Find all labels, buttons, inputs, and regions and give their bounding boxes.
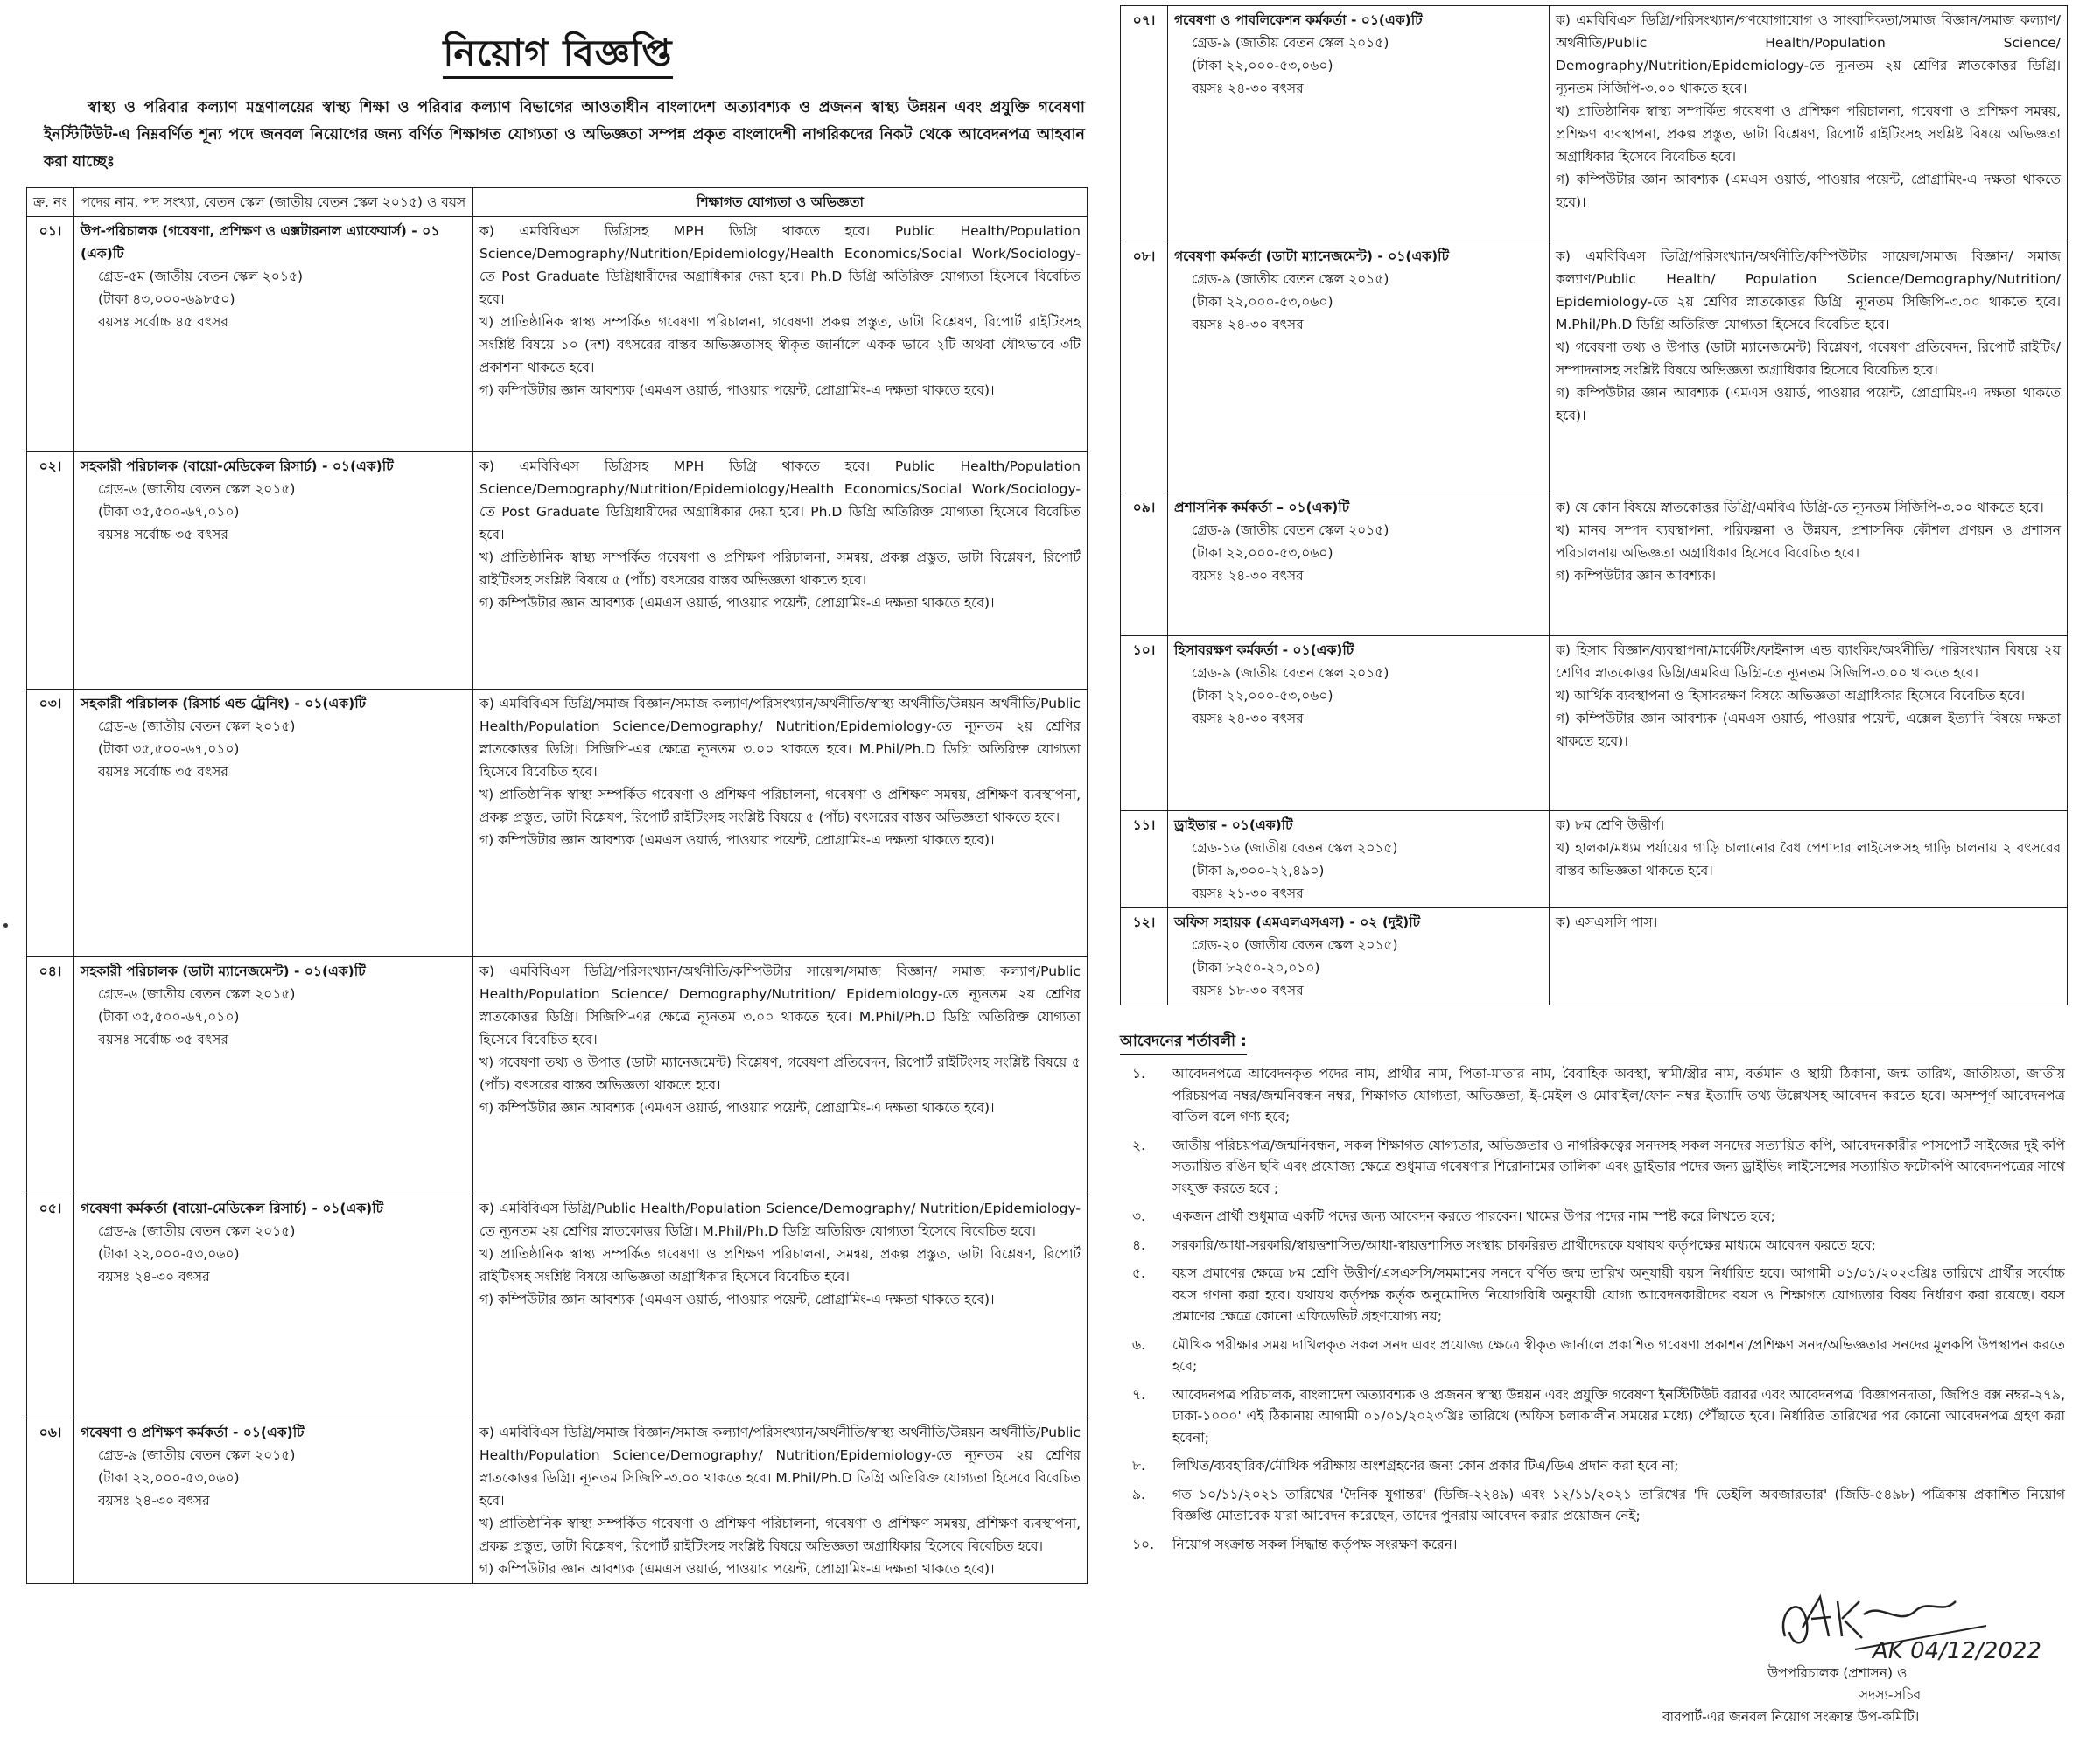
condition-text: আবেদনপত্র পরিচালক, বাংলাদেশ অত্যাবশ্যক ও প্রজনন স্বাস্থ্য উন্নয়ন এবং প্রযুক্তি গবেষণা ইনস্টিটিউট বরাবর এবং আবেদনপত্র 'বিজ্ঞাপনদাতা, জিপিও বক্স নম্বর-২৭৯, ঢাকা-১০০০' এই ঠিকানায় আগামী ০১/০১/২০২৩খ্রিঃ তারিখে (অফিস চলাকালীন সময়ের মধ্যে) পৌঁছাতে হবে। নির্ধারিত তারিখের পর কোনো আবেদনপত্র গ্রহণ করা হবেনা; <box>1172 1386 2065 1446</box>
row-serial: ০৯। <box>1121 494 1168 636</box>
qualification-cell <box>473 217 1088 452</box>
condition-text: একজন প্রার্থী শুধুমাত্র একটি পদের জন্য আবেদন করতে পারবেন। খামের উপর পদের নাম স্পষ্ট করে লিখতে হবে; <box>1172 1208 1775 1224</box>
table-row <box>27 217 1088 452</box>
position-title: গবেষণা কর্মকর্তা (ডাটা ম্যানেজমেন্ট) - ০১(এক)টি <box>1174 248 1450 264</box>
condition-number: ৪. <box>1132 1236 1145 1253</box>
qualification-item: খ) গবেষণা তথ্য ও উপাত্ত (ডাটা ম্যানেজমেন্ট) বিশ্লেষণ, গবেষণা প্রতিবেদন, রিপোর্ট রাইটিংসহ সংশ্লিষ্ট বিষয়ে ৫ (পাঁচ) বৎসরের বাস্তব অভিজ্ঞতা থাকতে হবে। <box>480 1054 1081 1093</box>
qualification-item: ক) এমবিবিএস ডিগ্রিসহ MPH ডিগ্রি থাকতে হবে। Public Health/Population Science/Demography/Nutrition/Epidemiology/Health Economics/Social Work/Sociology-তে Post Graduate ডিগ্রিধারীদের অগ্রাধিকার দেয়া হবে। Ph.D ডিগ্রি অতিরিক্ত যোগ্যতা হিসেবে বিবেচিত হবে। <box>480 223 1081 307</box>
row-serial: ০৮। <box>1121 242 1168 494</box>
position-cell <box>1168 636 1550 811</box>
position-title: অফিস সহায়ক (এমএলএসএস) - ০২ (দুই)টি <box>1174 914 1421 930</box>
table-row <box>27 690 1088 957</box>
position-cell <box>74 690 473 957</box>
intro-paragraph: স্বাস্থ্য ও পরিবার কল্যাণ মন্ত্রণালয়ের স্বাস্থ্য শিক্ষা ও পরিবার কল্যাণ বিভাগের আওতাধীন বাংলাদেশ অত্যাবশ্যক ও প্রজনন স্বাস্থ্য উন্নয়ন এবং প্রযুক্তি গবেষণা ইনস্টিটিউট-এ নিম্নবর্ণিত শূন্য পদে জনবল নিয়োগের জন্য বর্ণিত শিক্ষাগত যোগ্যতা ও অভিজ্ঞতা সম্পন্ন প্রকৃত বাংলাদেশী নাগরিকদের নিকট থেকে আবেদনপত্র আহবান করা যাচ্ছেঃ <box>44 99 1085 171</box>
qualification-item: ক) এমবিবিএস ডিগ্রি/পরিসংখ্যান/অর্থনীতি/কম্পিউটার সায়েন্স/সমাজ বিজ্ঞান/ সমাজ কল্যাণ/Public Health/Population Science/ Demography/Nutrition/ Epidemiology-তে ন্যূনতম ২য় শ্রেণির স্নাতকোত্তর ডিগ্রি। সিজিপি-এর ক্ষেত্রে ন্যূনতম ৩.০০ থাকতে হবে। M.Phil/Ph.D ডিগ্রি অতিরিক্ত যোগ্যতা হিসেবে বিবেচিত হবে। <box>480 963 1081 1047</box>
position-grade: গ্রেড-৯ (জাতীয় বেতন স্কেল ২০১৫) <box>1192 665 1390 681</box>
position-grade: গ্রেড-৯ (জাতীয় বেতন স্কেল ২০১৫) <box>1192 271 1390 287</box>
qualification-cell <box>473 452 1088 690</box>
position-age-limit: বয়সঃ সর্বোচ্চ ৩৫ বৎসর <box>98 764 228 780</box>
qualification-item: গ) কম্পিউটার জ্ঞান আবশ্যক (এমএস ওয়ার্ড, পাওয়ার পয়েন্ট, প্রোগ্রামিং-এ দক্ষতা থাকতে হবে)। <box>1556 172 2061 210</box>
position-title: গবেষণা ও পাবলিকেশন কর্মকর্তা - ০১(এক)টি <box>1174 12 1423 28</box>
signatory-line-3: বারপার্ট-এর জনবল নিয়োগ সংক্রান্ত উপ-কমিটি। <box>1662 1709 1920 1725</box>
qualification-item: গ) কম্পিউটার জ্ঞান আবশ্যক (এমএস ওয়ার্ড, পাওয়ার পয়েন্ট, প্রোগ্রামিং-এ দক্ষতা থাকতে হবে)। <box>480 1561 995 1577</box>
position-pay-scale: (টাকা ৪৩,০০০-৬৯৮৫০) <box>98 291 235 307</box>
qualification-item: খ) প্রাতিষ্ঠানিক স্বাস্থ্য সম্পর্কিত গবেষণা ও প্রশিক্ষণ পরিচালনা, গবেষণা ও প্রশিক্ষণ সমন্বয়, প্রশিক্ষণ ব্যবস্থাপনা, প্রকল্প প্রস্তুত, ডাটা বিশ্লেষণ, রিপোর্ট রাইটিংসহ সংশ্লিষ্ট বিষয়ে অভিজ্ঞতা অগ্রাধিকার হিসেবে বিবেচিত হবে। <box>480 1516 1081 1554</box>
qualification-item: খ) আর্থিক ব্যবস্থাপনা ও হিসাবরক্ষণ বিষয়ে অভিজ্ঞতা অগ্রাধিকার হিসেবে বিবেচিত হবে। <box>1556 688 2026 704</box>
position-pay-scale: (টাকা ২২,০০০-৫৩,০৬০) <box>1192 688 1334 704</box>
position-cell <box>1168 242 1550 494</box>
table-row <box>27 452 1088 690</box>
qualification-item: গ) কম্পিউটার জ্ঞান আবশ্যক (এমএস ওয়ার্ড, পাওয়ার পয়েন্ট, প্রোগ্রামিং-এ দক্ষতা থাকতে হবে)। <box>480 1100 995 1116</box>
condition-number: ১০. <box>1132 1536 1155 1552</box>
condition-text: নিয়োগ সংক্রান্ত সকল সিদ্ধান্ত কর্তৃপক্ষ সংরক্ষণ করেন। <box>1172 1536 1458 1552</box>
condition-text: মৌখিক পরীক্ষার সময় দাখিলকৃত সকল সনদ এবং প্রযোজ্য ক্ষেত্রে স্বীকৃত জার্নালে প্রকাশিত গবেষণা প্রকাশনা/প্রশিক্ষণ সনদ/অভিজ্ঞতার সনদের মূলকপি উপস্থাপন করতে হবে; <box>1172 1336 2065 1374</box>
position-grade: গ্রেড-৯ (জাতীয় বেতন স্কেল ২০১৫) <box>1192 522 1390 538</box>
qualification-item: ক) এমবিবিএস ডিগ্রি/পরিসংখ্যান/অর্থনীতি/কম্পিউটার সায়েন্স/সমাজ বিজ্ঞান/ সমাজ কল্যাণ/Public Health/ Population Science/Demography/Nutrition/ Epidemiology-তে ২য় শ্রেণির স্নাতকোত্তর ডিগ্রি। ন্যূনতম সিজিপি-৩.০০ থাকতে হবে। M.Phil/Ph.D ডিগ্রি অতিরিক্ত যোগ্যতা হিসেবে বিবেচিত হবে। <box>1556 248 2061 332</box>
position-cell <box>1168 908 1550 1005</box>
positions-table-left <box>26 187 1088 1584</box>
position-age-limit: বয়সঃ ২৪-৩০ বৎসর <box>98 1493 210 1508</box>
position-title: গবেষণা কর্মকর্তা (বায়ো-মেডিকেল রিসার্চ) - ০১(এক)টি <box>80 1200 384 1216</box>
qualification-item: ক) ৮ম শ্রেণি উত্তীর্ণ। <box>1556 817 1665 833</box>
condition-number: ১. <box>1132 1066 1145 1082</box>
table-row <box>1121 6 2068 242</box>
qualification-cell <box>1550 636 2068 811</box>
position-age-limit: বয়সঃ ২৪-৩০ বৎসর <box>1192 80 1304 96</box>
position-age-limit: বয়সঃ ২৪-৩০ বৎসর <box>1192 317 1304 332</box>
signature-date: AK 04/12/2022 <box>1872 1638 2041 1664</box>
conditions-list <box>1120 1063 2065 1562</box>
qualification-item: গ) কম্পিউটার জ্ঞান আবশ্যক (এমএস ওয়ার্ড, পাওয়ার পয়েন্ট, প্রোগ্রামিং-এ দক্ষতা থাকতে হবে)। <box>1556 385 2061 424</box>
position-grade: গ্রেড-২০ (জাতীয় বেতন স্কেল ২০১৫) <box>1192 937 1398 953</box>
position-cell <box>1168 811 1550 908</box>
qualification-item: ক) এমবিবিএস ডিগ্রি/সমাজ বিজ্ঞান/সমাজ কল্যাণ/পরিসংখ্যান/অর্থনীতি/স্বাস্থ্য অর্থনীতি/উন্নয়ন অর্থনীতি/Public Health/Population Science/Demography/ Nutrition/Epidemiology-তে ন্যূনতম ২য় শ্রেণির স্নাতকোত্তর ডিগ্রি। সিজিপি-এর ক্ষেত্রে ন্যূনতম ৩.০০ থাকতে হবে। M.Phil/Ph.D ডিগ্রি অতিরিক্ত যোগ্যতা হিসেবে বিবেচিত হবে। <box>480 696 1081 780</box>
position-pay-scale: (টাকা ৩৫,৫০০-৬৭,০১০) <box>98 504 240 520</box>
qualification-cell <box>473 1194 1088 1418</box>
scan-speck <box>4 923 8 928</box>
qualification-cell <box>1550 811 2068 908</box>
page-title: নিয়োগ বিজ্ঞপ্তি <box>26 24 1089 87</box>
condition-item <box>1120 1206 2065 1228</box>
qualification-item: গ) কম্পিউটার জ্ঞান আবশ্যক। <box>1556 568 1717 584</box>
condition-item <box>1120 1534 2065 1556</box>
position-grade: গ্রেড-৬ (জাতীয় বেতন স্কেল ২০১৫) <box>98 718 296 734</box>
table-row <box>27 1194 1088 1418</box>
position-age-limit: বয়সঃ ২৪-৩০ বৎসর <box>1192 710 1304 726</box>
qualification-cell <box>473 1418 1088 1584</box>
table-row <box>1121 636 2068 811</box>
qualification-item: ক) এমবিবিএস ডিগ্রি/পরিসংখ্যান/গণযোগাযোগ ও সাংবাদিকতা/সমাজ বিজ্ঞান/সমাজ কল্যাণ/অর্থনীতি/Public Health/Population Science/ Demography/Nutrition/Epidemiology-তে ন্যূনতম ২য় শ্রেণির স্নাতকোত্তর ডিগ্রি। ন্যূনতম সিজিপি-৩.০০ থাকতে হবে। <box>1556 12 2061 96</box>
condition-text: বয়স প্রমাণের ক্ষেত্রে ৮ম শ্রেণি উত্তীর্ণ/এসএসসি/সমমানের সনদে বর্ণিত জন্ম তারিখ অনুযায়ী বয়স নির্ধারিত হবে। আগামী ০১/০১/২০২৩খ্রিঃ তারিখে প্রার্থীর সর্বোচ্চ বয়স গণনা করা হবে। যথাযথ কর্তৃপক্ষ কর্তৃক অনুমোদিত নিয়োগবিধি অনুযায়ী যোগ্য আবেদনকারীদের বয়স ও শিক্ষাগত যোগ্যতার বিষয় নির্ধারণ করা রয়েছে। বয়স প্রমাণের ক্ষেত্রে কোনো এফিডেভিট গ্রহণযোগ্য নয়; <box>1172 1265 2065 1324</box>
position-pay-scale: (টাকা ২২,০০০-৫৩,০৬০) <box>98 1246 240 1262</box>
row-serial: ১২। <box>1121 908 1168 1005</box>
position-age-limit: বয়সঃ সর্বোচ্চ ৩৫ বৎসর <box>98 1032 228 1047</box>
position-cell <box>74 217 473 452</box>
condition-item <box>1120 1263 2065 1327</box>
position-pay-scale: (টাকা ৮২৫০-২০,০১০) <box>1192 960 1320 976</box>
position-age-limit: বয়সঃ ১৮-৩০ বৎসর <box>1192 983 1304 998</box>
condition-text: লিখিত/ব্যবহারিক/মৌখিক পরীক্ষায় অংশগ্রহণের জন্য কোন প্রকার টিএ/ডিএ প্রদান করা হবে না; <box>1172 1458 1679 1474</box>
qualification-cell <box>1550 6 2068 242</box>
position-title: ড্রাইভার - ০১(এক)টি <box>1174 817 1293 833</box>
qualification-item: গ) কম্পিউটার জ্ঞান আবশ্যক (এমএস ওয়ার্ড, পাওয়ার পয়েন্ট, এক্সেল ইত্যাদি বিষয়ে দক্ষতা থাকতে হবে)। <box>1556 710 2061 749</box>
position-age-limit: বয়সঃ ২৪-৩০ বৎসর <box>98 1269 210 1284</box>
qualification-item: ক) হিসাব বিজ্ঞান/ব্যবস্থাপনা/মার্কেটিং/ফাইনান্স এন্ড ব্যাংকিং/অর্থনীতি/ পরিসংখ্যান বিষয়ে ২য় শ্রেণির স্নাতকোত্তর ডিগ্রি/এমবিএ ডিগ্রি-তে ন্যূনতম সিজিপি-৩.০০ থাকতে হবে। <box>1556 642 2061 681</box>
position-pay-scale: (টাকা ২২,০০০-৫৩,০৬০) <box>1192 58 1334 74</box>
table-row <box>27 1418 1088 1584</box>
qualification-item: খ) মানব সম্পদ ব্যবস্থাপনা, পরিকল্পনা ও উন্নয়ন, প্রশাসনিক কৌশল প্রণয়ন ও প্রশাসন পরিচালনায় অভিজ্ঞতা অগ্রাধিকার হিসেবে বিবেচিত হবে। <box>1556 522 2061 561</box>
qualification-item: গ) কম্পিউটার জ্ঞান আবশ্যক (এমএস ওয়ার্ড, পাওয়ার পয়েন্ট, প্রোগ্রামিং-এ দক্ষতা থাকতে হবে)। <box>480 382 995 398</box>
qualification-item: ক) এমবিবিএস ডিগ্রিসহ MPH ডিগ্রি থাকতে হবে। Public Health/Population Science/Demography/Nutrition/Epidemiology/Health Economics/Social Work/Sociology-তে Post Graduate ডিগ্রিধারীদের অগ্রাধিকার দেয়া হবে। Ph.D ডিগ্রি অতিরিক্ত যোগ্যতা হিসেবে বিবেচিত হবে। <box>480 458 1081 542</box>
qualification-item: খ) হালকা/মধ্যম পর্যায়ের গাড়ি চালানোর বৈধ পেশাদার লাইসেন্সসহ গাড়ি চালনায় ২ বৎসরের বাস্তব অভিজ্ঞতা থাকতে হবে। <box>1556 840 2061 878</box>
row-serial: ০১। <box>27 217 74 452</box>
position-title: গবেষণা ও প্রশিক্ষণ কর্মকর্তা - ০১(এক)টি <box>80 1424 304 1440</box>
position-cell <box>74 452 473 690</box>
condition-item <box>1120 1135 2065 1200</box>
row-serial: ১০। <box>1121 636 1168 811</box>
qualification-cell <box>1550 494 2068 636</box>
table-header-row <box>27 188 1088 217</box>
signature <box>1768 1575 2065 1662</box>
conditions-heading: আবেদনের শর্তাবলী : <box>1120 1030 1247 1055</box>
row-serial: ০২। <box>27 452 74 690</box>
condition-item <box>1120 1063 2065 1128</box>
qualification-item: খ) প্রাতিষ্ঠানিক স্বাস্থ্য সম্পর্কিত গবেষণা পরিচালনা, গবেষণা প্রকল্প প্রস্তুত, ডাটা বিশ্লেষণ, রিপোর্ট রাইটিংসহ সংশ্লিষ্ট বিষয়ে ১০ (দশ) বৎসরের বাস্তব অভিজ্ঞতাসহ স্বীকৃত জার্নালে একক ভাবে ২টি অথবা যৌথভাবে ৩টি প্রকাশনা থাকতে হবে। <box>480 314 1081 375</box>
position-grade: গ্রেড-৯ (জাতীয় বেতন স্কেল ২০১৫) <box>98 1223 296 1239</box>
row-serial: ০৬। <box>27 1418 74 1584</box>
table-row <box>1121 494 2068 636</box>
signatory-line-1: উপপরিচালক (প্রশাসন) ও <box>1768 1665 1908 1681</box>
qualification-cell <box>1550 242 2068 494</box>
qualification-cell <box>473 690 1088 957</box>
condition-item <box>1120 1334 2065 1377</box>
row-serial: ০৫। <box>27 1194 74 1418</box>
qualification-item: খ) গবেষণা তথ্য ও উপাত্ত (ডাটা ম্যানেজমেন্ট) বিশ্লেষণ, গবেষণা প্রতিবেদন, রিপোর্ট রাইটিং/সম্পাদনাসহ সংশ্লিষ্ট বিষয়ে অভিজ্ঞতা অগ্রাধিকার হিসেবে বিবেচিত হবে। <box>1556 340 2061 378</box>
table-row <box>1121 811 2068 908</box>
condition-text: আবেদনপত্রে আবেদনকৃত পদের নাম, প্রার্থীর নাম, পিতা-মাতার নাম, বৈবাহিক অবস্থা, স্বামী/স্ত্রীর নাম, বর্তমান ও স্থায়ী ঠিকানা, জন্ম তারিখ, জাতীয়তা, জাতীয় পরিচয়পত্র নম্বর/জন্মনিবন্ধন নম্বর, শিক্ষাগত যোগ্যতা, অভিজ্ঞতা, ই-মেইল ও মোবাইল/ফোন নম্বর ইত্যাদি তথ্য উল্লেখসহ আবেদন করতে হবে। অসম্পূর্ণ আবেদনপত্র বাতিল বলে গণ্য হবে; <box>1172 1066 2065 1124</box>
condition-number: ৩. <box>1132 1208 1146 1224</box>
condition-item <box>1120 1235 2065 1256</box>
position-age-limit: বয়সঃ ২৪-৩০ বৎসর <box>1192 568 1304 584</box>
header-position: পদের নাম, পদ সংখ্যা, বেতন স্কেল (জাতীয় বেতন স্কেল ২০১৫) ও বয়স <box>74 188 473 217</box>
table-row <box>1121 242 2068 494</box>
qualification-cell <box>1550 908 2068 1005</box>
position-age-limit: বয়সঃ সর্বোচ্চ ৩৫ বৎসর <box>98 527 228 542</box>
row-serial: ০৭। <box>1121 6 1168 242</box>
position-grade: গ্রেড-৬ (জাতীয় বেতন স্কেল ২০১৫) <box>98 481 296 497</box>
condition-item <box>1120 1455 2065 1477</box>
position-pay-scale: (টাকা ২২,০০০-৫৩,০৬০) <box>98 1470 240 1486</box>
qualification-item: গ) কম্পিউটার জ্ঞান আবশ্যক (এমএস ওয়ার্ড, পাওয়ার পয়েন্ট, প্রোগ্রামিং-এ দক্ষতা থাকতে হবে)। <box>480 1292 995 1307</box>
qualification-item: ক) এসএসসি পাস। <box>1556 914 1658 930</box>
position-grade: গ্রেড-৬ (জাতীয় বেতন স্কেল ২০১৫) <box>98 986 296 1002</box>
condition-text: সরকারি/আধা-সরকারি/স্বায়ত্তশাসিত/আধা-স্বায়ত্তশাসিত সংস্থায় চাকরিরত প্রার্থীদেরকে যথাযথ কর্তৃপক্ষের মাধ্যমে আবেদন করতে হবে; <box>1172 1236 1876 1253</box>
condition-number: ২. <box>1132 1137 1146 1153</box>
condition-item <box>1120 1484 2065 1527</box>
position-grade: গ্রেড-৫ম (জাতীয় বেতন স্কেল ২০১৫) <box>98 269 303 284</box>
header-serial: ক্র. নং <box>27 188 74 217</box>
signature-scribble <box>1768 1575 2041 1664</box>
qualification-item: ক) যে কোন বিষয়ে স্নাতকোত্তর ডিগ্রি/এমবিএ ডিগ্রি-তে ন্যূনতম সিজিপি-৩.০০ থাকতে হবে। <box>1556 500 2044 515</box>
positions-table-right <box>1120 5 2068 1005</box>
position-title: সহকারী পরিচালক (বায়ো-মেডিকেল রিসার্চ) - ০১(এক)টি <box>80 458 394 474</box>
position-pay-scale: (টাকা ২২,০০০-৫৩,০৬০) <box>1192 294 1334 310</box>
qualification-item: গ) কম্পিউটার জ্ঞান আবশ্যক (এমএস ওয়ার্ড, পাওয়ার পয়েন্ট, প্রোগ্রামিং-এ দক্ষতা থাকতে হবে)। <box>480 595 995 611</box>
header-qualification: শিক্ষাগত যোগ্যতা ও অভিজ্ঞতা <box>473 188 1088 217</box>
signatory-line-2: সদস্য-সচিব <box>1858 1687 1922 1703</box>
qualification-item: ক) এমবিবিএস ডিগ্রি/Public Health/Population Science/Demography/ Nutrition/Epidemiology-তে ন্যূনতম ২য় শ্রেণির স্নাতকোত্তর ডিগ্রি। M.Phil/Ph.D ডিগ্রি অতিরিক্ত যোগ্যতা হিসেবে বিবেচিত হবে। <box>480 1200 1081 1239</box>
condition-text: জাতীয় পরিচয়পত্র/জন্মনিবন্ধন, সকল শিক্ষাগত যোগ্যতার, অভিজ্ঞতার ও নাগরিকত্বের সনদসহ সকল সনদের সত্যায়িত কপি, আবেদনকারীর পাসপোর্ট সাইজের দুই কপি সত্যায়িত রঙিন ছবি এবং প্রযোজ্য ক্ষেত্রে শুধুমাত্র গবেষণার শিরোনামের তালিকা এবং ড্রাইভার পদের জন্য ড্রাইভিং লাইসেন্সের সত্যায়িত ফটোকপি আবেদনপত্রের সাথে সংযুক্ত করতে হবে ; <box>1172 1137 2065 1196</box>
signatory-block <box>1662 1662 2065 1728</box>
condition-number: ৬. <box>1132 1336 1146 1353</box>
qualification-item: খ) প্রাতিষ্ঠানিক স্বাস্থ্য সম্পর্কিত গবেষণা ও প্রশিক্ষণ পরিচালনা, গবেষণা ও প্রশিক্ষণ সমন্বয়, প্রশিক্ষণ ব্যবস্থাপনা, প্রকল্প প্রস্তুত, ডাটা বিশ্লেষণ, রিপোর্ট রাইটিংসহ সংশ্লিষ্ট বিষয়ে ৫ (পাঁচ) বৎসরের বাস্তব অভিজ্ঞতা থাকতে হবে। <box>480 787 1081 825</box>
table-row <box>1121 908 2068 1005</box>
position-cell <box>74 1418 473 1584</box>
position-title: উপ-পরিচালক (গবেষণা, প্রশিক্ষণ ও এক্সটারনাল এ্যাফেয়ার্স) - ০১ (এক)টি <box>80 223 440 262</box>
qualification-item: গ) কম্পিউটার জ্ঞান আবশ্যক (এমএস ওয়ার্ড, পাওয়ার পয়েন্ট, প্রোগ্রামিং-এ দক্ষতা থাকতে হবে)। <box>480 832 995 848</box>
position-title: সহকারী পরিচালক (রিসার্চ এন্ড ট্রেনিং) - ০১(এক)টি <box>80 696 367 711</box>
qualification-item: খ) প্রাতিষ্ঠানিক স্বাস্থ্য সম্পর্কিত গবেষণা ও প্রশিক্ষণ পরিচালনা, গবেষণা ও প্রশিক্ষণ সমন্বয়, প্রশিক্ষণ ব্যবস্থাপনা, প্রকল্প প্রস্তুত, ডাটা বিশ্লেষণ, রিপোর্ট রাইটিংসহ সংশ্লিষ্ট বিষয়ে অভিজ্ঞতা অগ্রাধিকার হিসেবে বিবেচিত হবে। <box>1556 103 2061 164</box>
condition-item <box>1120 1384 2065 1449</box>
position-cell <box>1168 494 1550 636</box>
position-pay-scale: (টাকা ৩৫,৫০০-৬৭,০১০) <box>98 741 240 757</box>
row-serial: ০৪। <box>27 957 74 1194</box>
position-grade: গ্রেড-১৬ (জাতীয় বেতন স্কেল ২০১৫) <box>1192 840 1398 856</box>
qualification-item: খ) প্রাতিষ্ঠানিক স্বাস্থ্য সম্পর্কিত গবেষণা ও প্রশিক্ষণ পরিচালনা, সমন্বয়, প্রকল্প প্রস্তুত, ডাটা বিশ্লেষণ, রিপোর্ট রাইটিংসহ সংশ্লিষ্ট বিষয়ে অভিজ্ঞতা অগ্রাধিকার হিসেবে বিবেচিত হবে। <box>480 1246 1081 1284</box>
qualification-item: ক) এমবিবিএস ডিগ্রি/সমাজ বিজ্ঞান/সমাজ কল্যাণ/পরিসংখ্যান/অর্থনীতি/স্বাস্থ্য অর্থনীতি/উন্নয়ন অর্থনীতি/Public Health/Population Science/Demography/ Nutrition/Epidemiology-তে ন্যূনতম ২য় শ্রেণির স্নাতকোত্তর ডিগ্রি। ন্যূনতম সিজিপি-৩.০০ থাকতে হবে। M.Phil/Ph.D ডিগ্রি অতিরিক্ত যোগ্যতা হিসেবে বিবেচিত হবে। <box>480 1424 1081 1508</box>
position-grade: গ্রেড-৯ (জাতীয় বেতন স্কেল ২০১৫) <box>1192 35 1390 51</box>
position-age-limit: বয়সঃ ২১-৩০ বৎসর <box>1192 886 1304 901</box>
condition-number: ৭. <box>1132 1386 1146 1403</box>
position-cell <box>1168 6 1550 242</box>
position-title: প্রশাসনিক কর্মকর্তা – ০১(এক)টি <box>1174 500 1350 515</box>
signature-area <box>1662 1575 2065 1728</box>
condition-number: ৫. <box>1132 1265 1145 1281</box>
qualification-cell <box>473 957 1088 1194</box>
table-row <box>27 957 1088 1194</box>
position-pay-scale: (টাকা ৩৫,৫০০-৬৭,০১০) <box>98 1009 240 1025</box>
position-title: হিসাবরক্ষণ কর্মকর্তা - ০১(এক)টি <box>1174 642 1354 658</box>
position-cell <box>74 1194 473 1418</box>
condition-text: গত ১০/১১/২০২১ তারিখের 'দৈনিক যুগান্তর' (ডিজি-২২৪৯) এবং ১২/১১/২০২১ তারিখের 'দি ডেইলি অবজারভার' (জিডি-৫৪৯৮) পত্রিকায় প্রকাশিত নিয়োগ বিজ্ঞপ্তি মোতাবেক যারা আবেদন করেছেন, তাদের পুনরায় আবেদন করার প্রয়োজন নেই; <box>1172 1486 2065 1523</box>
row-serial: ০৩। <box>27 690 74 957</box>
condition-number: ৮. <box>1132 1458 1145 1474</box>
condition-number: ৯. <box>1132 1486 1145 1502</box>
position-title: সহকারী পরিচালক (ডাটা ম্যানেজমেন্ট) - ০১(এক)টি <box>80 963 366 979</box>
position-age-limit: বয়সঃ সর্বোচ্চ ৪৫ বৎসর <box>98 314 228 330</box>
position-cell <box>74 957 473 1194</box>
position-pay-scale: (টাকা ২২,০০০-৫৩,০৬০) <box>1192 545 1334 561</box>
position-grade: গ্রেড-৯ (জাতীয় বেতন স্কেল ২০১৫) <box>98 1447 296 1463</box>
position-pay-scale: (টাকা ৯,৩০০-২২,৪৯০) <box>1192 863 1325 878</box>
qualification-item: খ) প্রাতিষ্ঠানিক স্বাস্থ্য সম্পর্কিত গবেষণা ও প্রশিক্ষণ পরিচালনা, সমন্বয়, প্রকল্প প্রস্তুত, ডাটা বিশ্লেষণ, রিপোর্ট রাইটিংসহ সংশ্লিষ্ট বিষয়ে ৫ (পাঁচ) বৎসরের বাস্তব অভিজ্ঞতা থাকতে হবে। <box>480 550 1081 588</box>
row-serial: ১১। <box>1121 811 1168 908</box>
